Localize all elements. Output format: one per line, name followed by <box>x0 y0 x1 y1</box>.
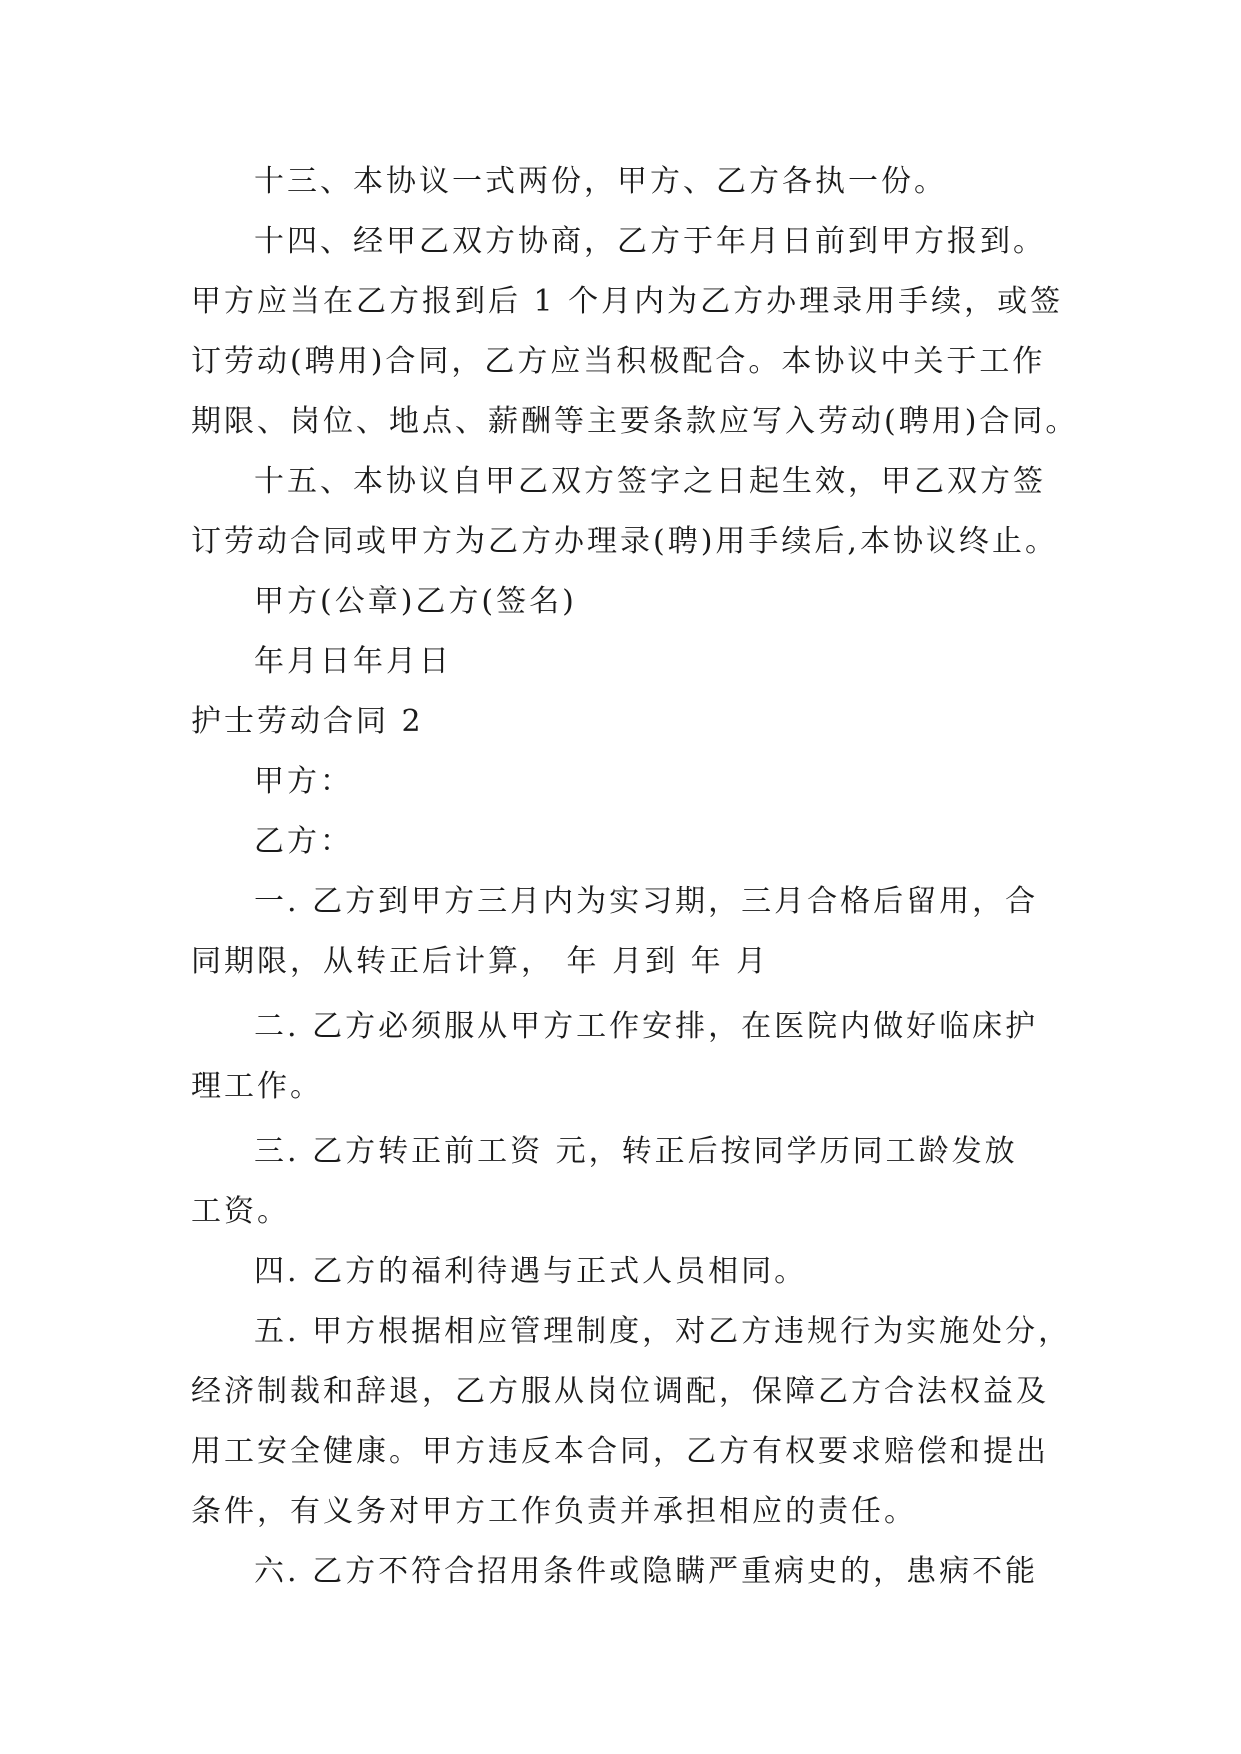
term-3-line-2: 工资。 <box>191 1194 290 1229</box>
term-1-first-line: 一. 乙方到甲方三月内为实习期，三月合格后留用，合 <box>254 884 1039 919</box>
party-a-label: 甲方： <box>254 764 353 799</box>
clause-14-line-3: 订劳动(聘用)合同，乙方应当积极配合。本协议中关于工作 <box>191 344 1046 379</box>
signature-parties: 甲方(公章)乙方(签名) <box>254 584 577 619</box>
signature-dates: 年月日年月日 <box>254 644 452 679</box>
clause-14-line-2: 甲方应当在乙方报到后 1 个月内为乙方办理录用手续，或签 <box>191 284 1064 319</box>
term-5-first-line: 五. 甲方根据相应管理制度，对乙方违规行为实施处分， <box>254 1314 1072 1349</box>
contract-2-title: 护士劳动合同 2 <box>191 704 424 739</box>
term-2-first-line: 二. 乙方必须服从甲方工作安排，在医院内做好临床护 <box>254 1009 1039 1044</box>
party-b-label: 乙方： <box>254 824 353 859</box>
clause-15-first-line: 十五、本协议自甲乙双方签字之日起生效，甲乙双方签 <box>254 464 1046 499</box>
clause-14-first-line: 十四、经甲乙双方协商，乙方于年月日前到甲方报到。 <box>254 224 1046 259</box>
term-1-line-2: 同期限，从转正后计算， 年 月到 年 月 <box>191 944 770 979</box>
term-5-line-4: 条件，有义务对甲方工作负责并承担相应的责任。 <box>191 1494 917 1529</box>
clause-13: 十三、本协议一式两份，甲方、乙方各执一份。 <box>254 164 947 199</box>
document-body <box>191 152 1079 1602</box>
term-6-first-line: 六. 乙方不符合招用条件或隐瞒严重病史的，患病不能 <box>254 1554 1039 1589</box>
clause-14-line-4: 期限、岗位、地点、薪酬等主要条款应写入劳动(聘用)合同。 <box>191 404 1079 439</box>
term-2-line-2: 理工作。 <box>191 1069 323 1104</box>
term-3-first-line: 三. 乙方转正前工资 元，转正后按同学历同工龄发放 <box>254 1134 1018 1169</box>
clause-15-line-2: 订劳动合同或甲方为乙方办理录(聘)用手续后,本协议终止。 <box>191 524 1058 559</box>
term-5-line-2: 经济制裁和辞退，乙方服从岗位调配，保障乙方合法权益及 <box>191 1374 1049 1409</box>
term-4: 四. 乙方的福利待遇与正式人员相同。 <box>254 1254 808 1289</box>
term-5-line-3: 用工安全健康。甲方违反本合同，乙方有权要求赔偿和提出 <box>191 1434 1049 1469</box>
